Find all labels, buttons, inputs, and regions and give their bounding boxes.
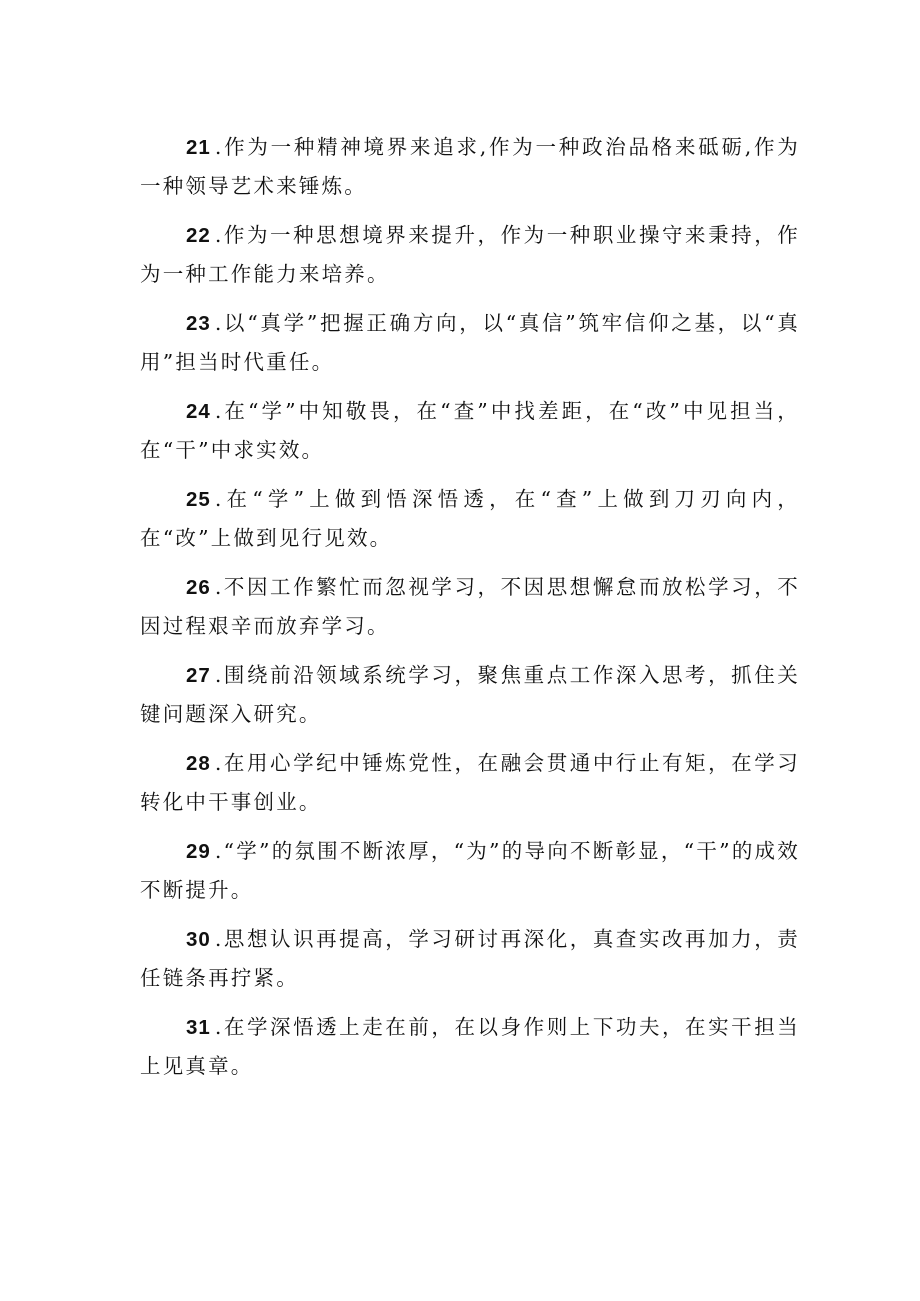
item-text: .思想认识再提高，学习研讨再深化，真查实改再加力，责任链条再拧紧。 (140, 927, 800, 990)
list-item (140, 1008, 800, 1086)
item-number: 27 (186, 664, 211, 687)
item-number: 21 (186, 136, 211, 159)
item-number: 23 (186, 312, 211, 335)
item-text: .“学”的氛围不断浓厚，“为”的导向不断彰显，“干”的成效不断提升。 (140, 839, 800, 902)
item-number: 31 (186, 1016, 211, 1039)
list-item (140, 392, 800, 470)
item-text: .不因工作繁忙而忽视学习，不因思想懈怠而放松学习，不因过程艰辛而放弃学习。 (140, 575, 800, 638)
item-number: 24 (186, 400, 211, 423)
item-text: .在“学”中知敬畏，在“查”中找差距，在“改”中见担当，在“干”中求实效。 (140, 399, 800, 462)
list-item (140, 216, 800, 294)
list-item (140, 832, 800, 910)
list-item (140, 480, 800, 558)
item-text: .在用心学纪中锤炼党性，在融会贯通中行止有矩，在学习转化中干事创业。 (140, 751, 800, 814)
item-number: 29 (186, 840, 211, 863)
item-text: .围绕前沿领域系统学习，聚焦重点工作深入思考，抓住关键问题深入研究。 (140, 663, 800, 726)
item-number: 25 (186, 488, 211, 511)
item-text: .作为一种思想境界来提升，作为一种职业操守来秉持，作为一种工作能力来培养。 (140, 223, 800, 286)
item-text: .作为一种精神境界来追求,作为一种政治品格来砥砺,作为一种领导艺术来锤炼。 (140, 135, 800, 198)
item-text: .以“真学”把握正确方向，以“真信”筑牢信仰之基，以“真用”担当时代重任。 (140, 311, 800, 374)
item-number: 28 (186, 752, 211, 775)
list-item (140, 744, 800, 822)
item-number: 22 (186, 224, 211, 247)
list-item (140, 920, 800, 998)
numbered-list (140, 128, 800, 1096)
list-item (140, 656, 800, 734)
item-text: .在学深悟透上走在前，在以身作则上下功夫，在实干担当上见真章。 (140, 1015, 800, 1078)
list-item (140, 568, 800, 646)
item-text: .在“学”上做到悟深悟透，在“查”上做到刀刃向内，在“改”上做到见行见效。 (140, 487, 800, 550)
item-number: 30 (186, 928, 211, 951)
list-item (140, 128, 800, 206)
list-item (140, 304, 800, 382)
item-number: 26 (186, 576, 211, 599)
